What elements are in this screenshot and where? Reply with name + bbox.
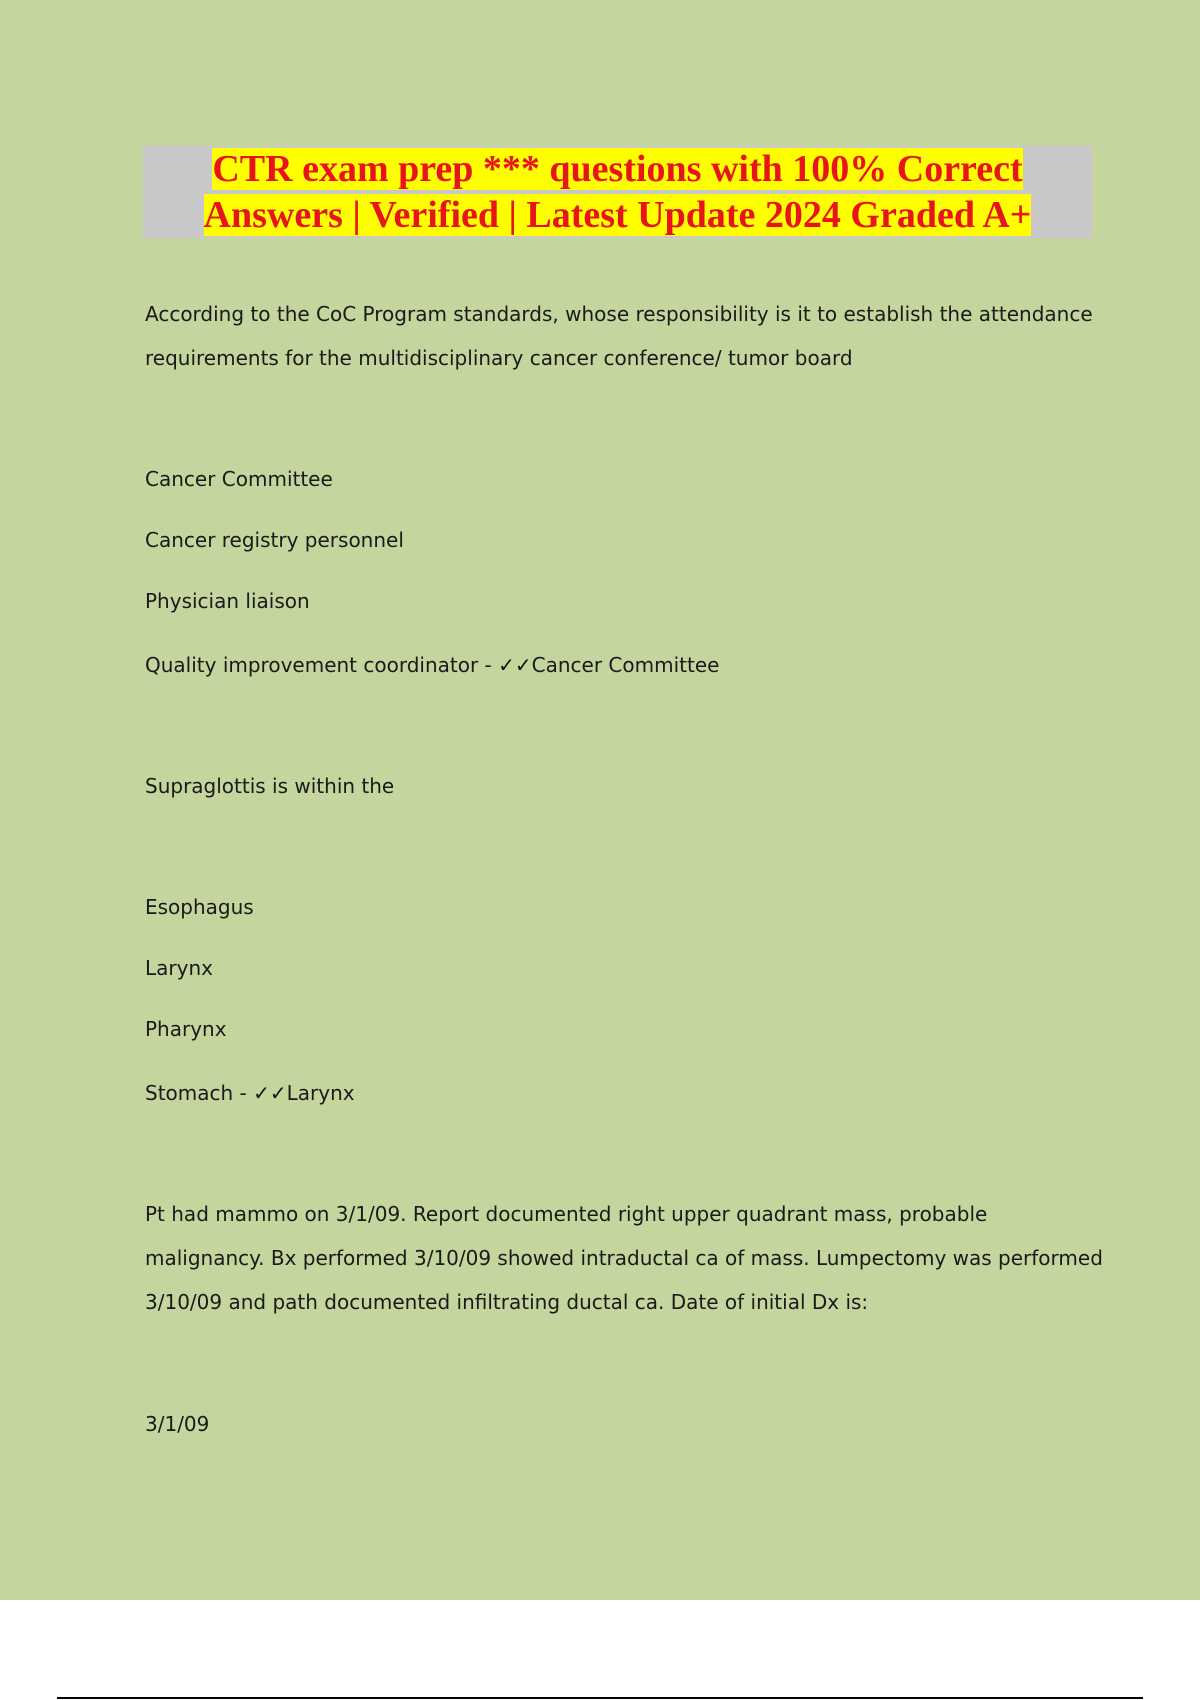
title-line-1: CTR exam prep *** questions with 100% Correct: [212, 148, 1023, 190]
question-2-option-1: Esophagus: [145, 895, 254, 919]
question-1-option-2: Cancer registry personnel: [145, 528, 404, 552]
question-3-prompt-line-1: Pt had mammo on 3/1/09. Report documented right upper quadrant mass, probable: [145, 1202, 988, 1226]
footer-divider: [57, 1697, 1143, 1699]
question-3-option-1: 3/1/09: [145, 1412, 210, 1436]
question-2-prompt-line-1: Supraglottis is within the: [145, 774, 395, 798]
question-2-option-4-with-answer: [145, 1079, 355, 1107]
document-title: [143, 146, 1092, 238]
question-3-prompt-line-3: 3/10/09 and path documented infiltrating ductal ca. Date of initial Dx is:: [145, 1290, 869, 1314]
question-1-option-4: Quality improvement coordinator: [145, 653, 479, 677]
question-3-prompt-line-2: malignancy. Bx performed 3/10/09 showed intraductal ca of mass. Lumpectomy was performed: [145, 1246, 1103, 1270]
title-line-2: Answers | Verified | Latest Update 2024 Graded A+: [203, 194, 1032, 236]
question-2-option-3: Pharynx: [145, 1017, 227, 1041]
question-1-option-1: Cancer Committee: [145, 467, 333, 491]
question-1-prompt-line-1: According to the CoC Program standards, whose responsibility is it to establish the attendance: [145, 302, 1093, 326]
question-1-answer: Cancer Committee: [531, 653, 720, 677]
checkmark-icon: ✓✓: [253, 1081, 287, 1105]
question-2-answer: Larynx: [286, 1081, 355, 1105]
answer-separator: -: [478, 653, 499, 677]
answer-separator: -: [233, 1081, 254, 1105]
checkmark-icon: ✓✓: [498, 653, 532, 677]
question-1-option-3: Physician liaison: [145, 589, 310, 613]
question-2-option-2: Larynx: [145, 956, 213, 980]
question-2-option-4: Stomach: [145, 1081, 234, 1105]
question-1-prompt-line-2: requirements for the multidisciplinary cancer conference/ tumor board: [145, 346, 853, 370]
question-1-option-4-with-answer: [145, 651, 719, 679]
